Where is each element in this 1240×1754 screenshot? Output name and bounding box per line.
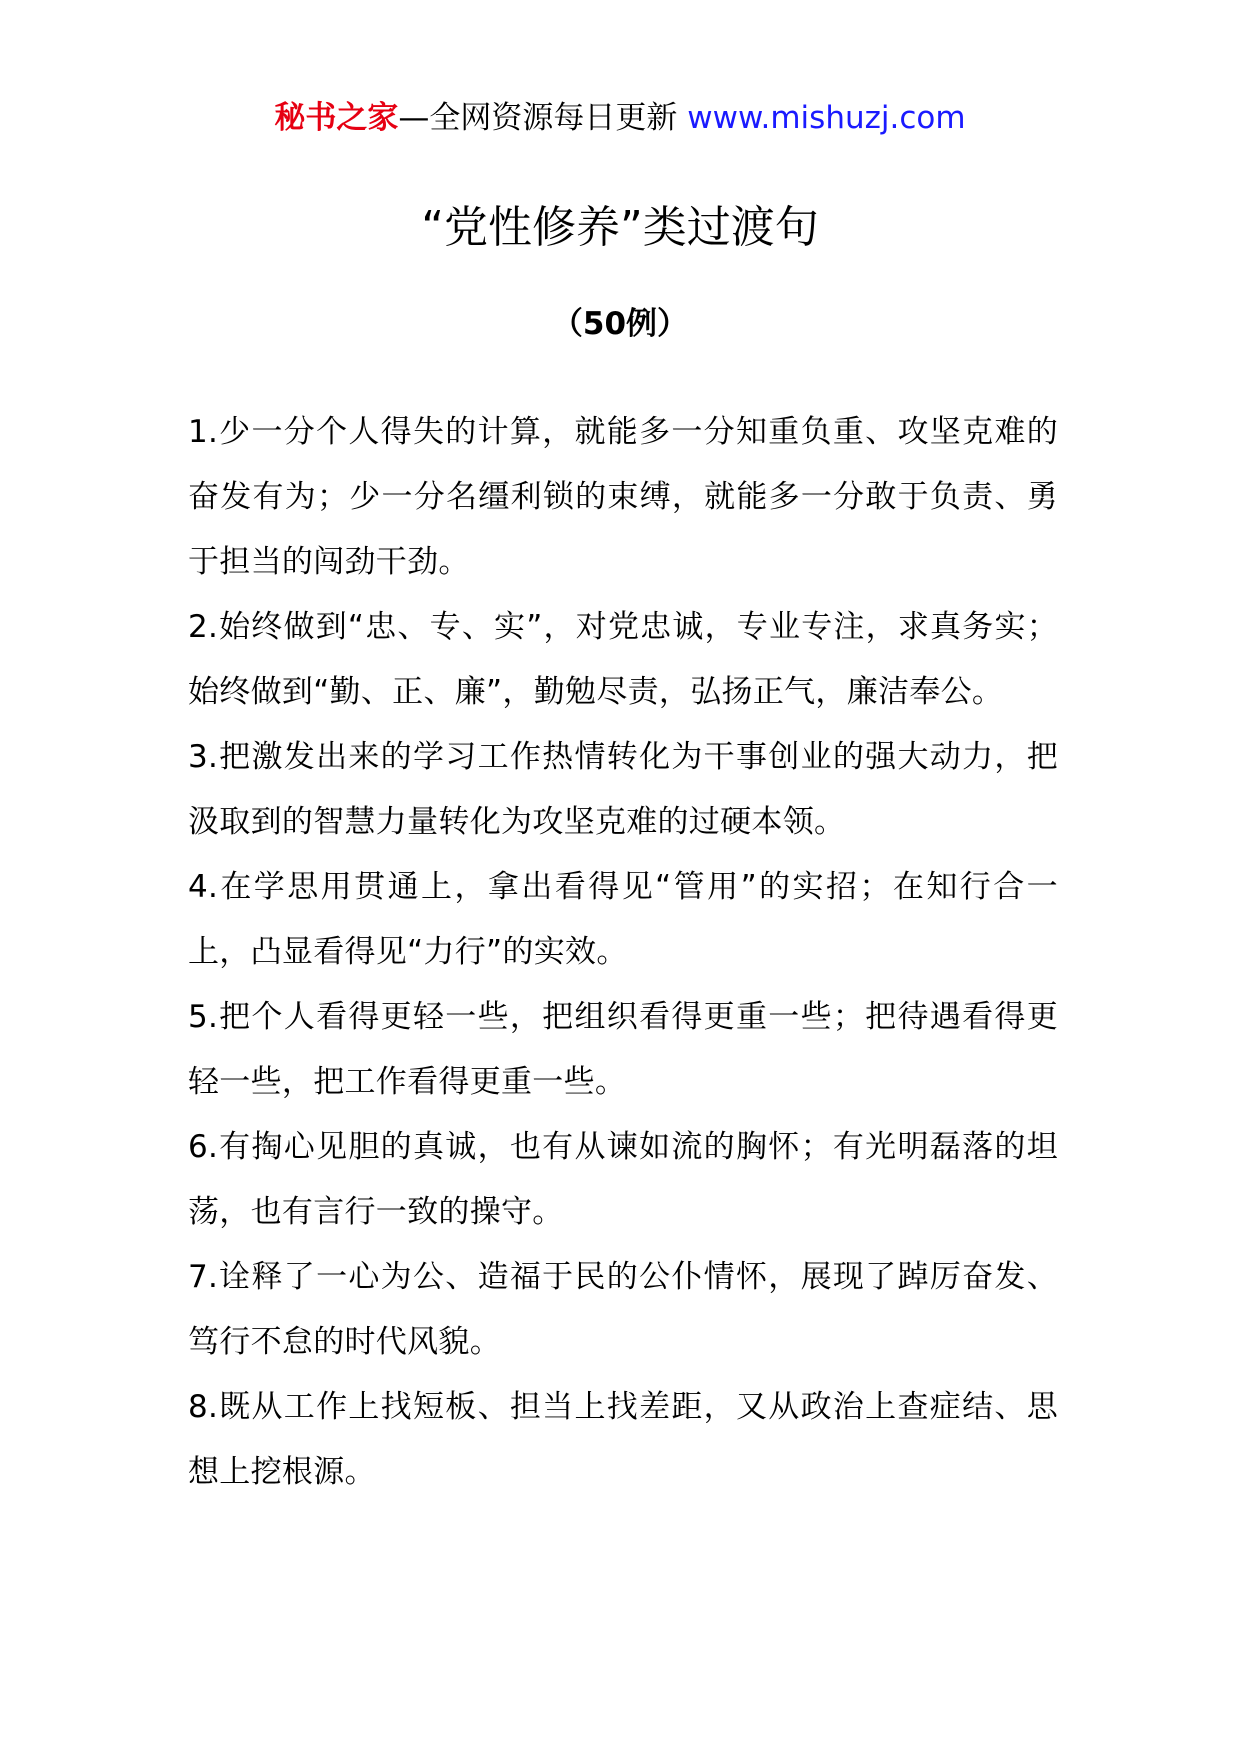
paragraph: 1.少一分个人得失的计算，就能多一分知重负重、攻坚克难的奋发有为；少一分名缰利锁的束缚，就能多一分敢于负责、勇于担当的闯劲干劲。 [188,414,1058,580]
paragraph: 2.始终做到“忠、专、实”，对党忠诚，专业专注，求真务实；始终做到“勤、正、廉”，勤勉尽责，弘扬正气，廉洁奉公。 [188,609,1058,710]
site-url-link[interactable]: www.mishuzj.com [687,100,966,136]
document-body [188,400,1058,1505]
brand-name: 秘书之家 [274,100,399,136]
paragraph: 4.在学思用贯通上，拿出看得见“管用”的实招；在知行合一上，凸显看得见“力行”的实效。 [188,869,1058,970]
paragraph: 7.诠释了一心为公、造福于民的公仆情怀，展现了踔厉奋发、笃行不怠的时代风貌。 [188,1259,1058,1360]
document-title: “党性修养”类过渡句 [421,202,819,253]
header-tagline: —全网资源每日更新 [398,100,688,136]
paragraph: 5.把个人看得更轻一些，把组织看得更重一些；把待遇看得更轻一些，把工作看得更重一些。 [188,999,1058,1100]
site-header [0,96,1240,140]
paragraph: 3.把激发出来的学习工作热情转化为干事创业的强大动力，把汲取到的智慧力量转化为攻坚克难的过硬本领。 [188,739,1058,840]
paragraph: 6.有掏心见胆的真诚，也有从谏如流的胸怀；有光明磊落的坦荡，也有言行一致的操守。 [188,1129,1058,1230]
document-subtitle: （50例） [551,306,689,342]
paragraph: 8.既从工作上找短板、担当上找差距，又从政治上查症结、思想上挖根源。 [188,1389,1058,1490]
